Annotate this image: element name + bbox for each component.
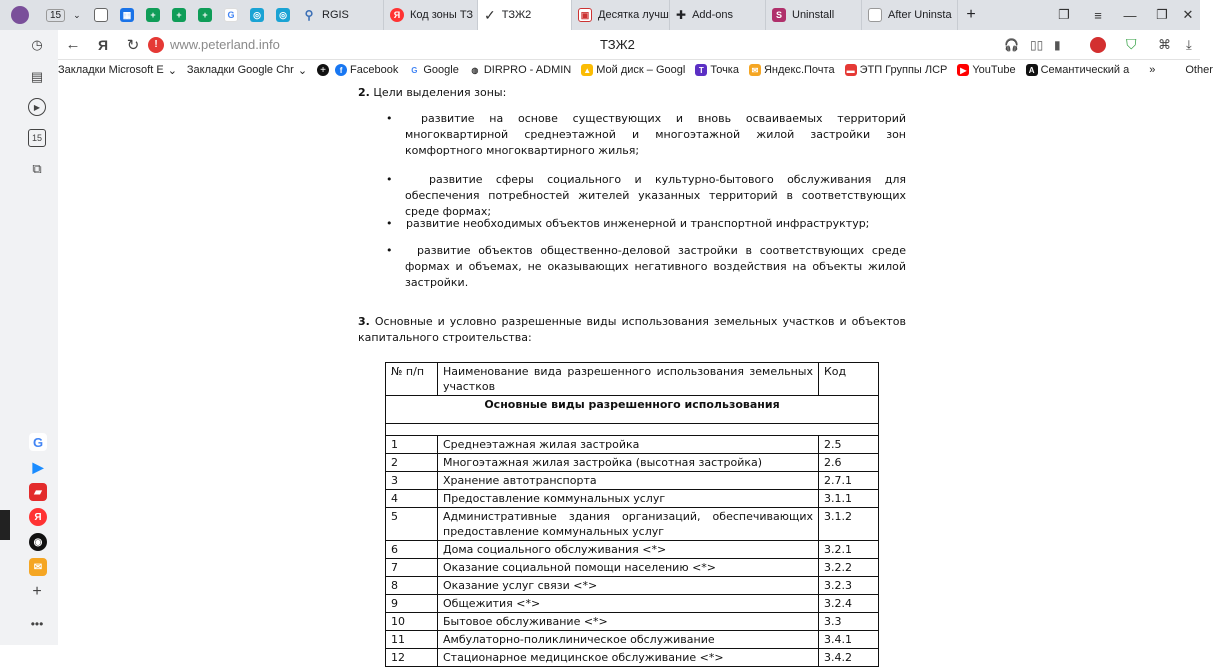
row-number: 3 [386, 472, 438, 490]
tab-title: RGIS [322, 9, 349, 21]
double-chevron-icon: » [1149, 64, 1156, 76]
row-number: 9 [386, 595, 438, 613]
section-number: 2. [358, 86, 370, 99]
copy-icon: ❐ [1058, 7, 1070, 22]
restore-icon: ❐ [1156, 7, 1168, 22]
bookmark-etp-lsr[interactable] [845, 64, 948, 76]
history-icon[interactable]: ◷ [31, 37, 43, 52]
row-code: 2.7.1 [819, 472, 879, 490]
puzzle-icon: ✚ [676, 8, 687, 22]
translate-icon[interactable]: ⌘ [1158, 36, 1171, 52]
page-icon [868, 8, 882, 22]
tochka-icon: T [695, 64, 707, 76]
bullet-icon: • [386, 244, 393, 257]
table-row [386, 595, 879, 613]
header-cell-code: Код [819, 363, 879, 396]
row-number: 12 [386, 649, 438, 667]
row-name: Хранение автотранспорта [438, 472, 819, 490]
bookmarks-overflow-button[interactable] [1149, 64, 1155, 76]
tab-title: Uninstall [792, 9, 835, 21]
section-number: 3. [358, 315, 370, 328]
row-name: Оказание услуг связи <*> [438, 577, 819, 595]
yandex-button[interactable] [88, 30, 118, 60]
yandex-app-icon[interactable]: Я [29, 508, 47, 526]
download-icon[interactable]: ⤓ [1186, 36, 1192, 52]
row-number: 7 [386, 559, 438, 577]
etp-icon: ▬ [846, 65, 855, 75]
bookmark-folder-google[interactable] [187, 64, 307, 77]
bookmark-label: Точка [710, 64, 739, 76]
calendar-day: 15 [31, 133, 42, 143]
minimize-icon: — [1123, 7, 1137, 23]
section-2-heading [358, 85, 906, 101]
add-app-icon[interactable]: + [32, 583, 42, 600]
row-number: 1 [386, 436, 438, 454]
warning-icon[interactable]: ! [148, 37, 164, 53]
facebook-icon: f [335, 64, 347, 76]
pinned-tab-screenshot-2[interactable] [270, 0, 296, 30]
tab-after-uninstall[interactable] [862, 0, 958, 30]
row-number: 6 [386, 541, 438, 559]
bookmark-facebook[interactable] [335, 64, 398, 76]
avatar-icon [11, 6, 29, 24]
bookmark-label: Семантический а [1040, 64, 1130, 76]
table-row [386, 472, 879, 490]
news-icon: ▣ [578, 8, 592, 22]
headphones-icon[interactable]: 🎧 [1004, 37, 1019, 52]
bookmark-label: Яндекс.Почта [763, 64, 835, 76]
tabs-panel-button[interactable] [1048, 0, 1080, 30]
row-code: 3.1.2 [819, 508, 879, 541]
tab-addons[interactable] [670, 0, 766, 30]
section-3-heading [358, 314, 906, 346]
hamburger-icon: ≡ [1094, 7, 1102, 23]
row-number: 10 [386, 613, 438, 631]
pinned-tab-sheets-2[interactable] [166, 0, 192, 30]
yandex-logo-icon: Я [97, 36, 109, 53]
tab-title: Десятка лучш [598, 9, 669, 21]
section-title: Основные и условно разрешенные виды использования земельных участков и объектов капитального строительства: [358, 315, 907, 344]
bookmark-label: Other [1185, 64, 1213, 76]
bookmark-label: Закладки Microsoft E [58, 64, 164, 76]
bullet-item-3: развитие необходимых объектов инженерной и транспортной инфраструктур; [406, 217, 870, 230]
close-icon: ✕ [1182, 7, 1194, 22]
google-icon: G [224, 8, 238, 22]
bookmark-youtube[interactable] [957, 64, 1015, 76]
bullet-icon: • [386, 217, 393, 230]
row-number: 5 [386, 508, 438, 541]
collections-icon[interactable]: ▤ [30, 69, 44, 84]
tab-title: After Uninsta [888, 9, 952, 21]
camera-icon[interactable]: ⧉ [32, 161, 42, 176]
tab-title: ТЗЖ2 [501, 9, 532, 21]
row-code: 3.2.3 [819, 577, 879, 595]
row-name: Административные здания организаций, обеспечивающих предоставление коммунальных услуг [438, 508, 819, 541]
reload-icon: ↻ [126, 36, 140, 54]
row-name: Стационарное медицинское обслуживание <*> [438, 649, 819, 667]
bullet-item-1: развитие на основе существующих и вновь осваиваемых территорий многоквартирной среднеэтажной и многоэтажной жилой застройки зон комфортного многоквартирного жилья; [405, 112, 906, 157]
browser-sidebar [0, 30, 58, 645]
search-icon: ⚲ [304, 8, 314, 22]
tab-kod-zony[interactable] [384, 0, 478, 30]
tab-desyatka[interactable] [572, 0, 670, 30]
calendar-icon: ▦ [120, 8, 134, 22]
play-icon[interactable]: ▶ [28, 98, 46, 116]
shield-icon[interactable]: ⛉ [1126, 36, 1137, 52]
google-app-icon[interactable]: G [29, 433, 47, 451]
row-name: Общежития <*> [438, 595, 819, 613]
new-tab-button[interactable] [958, 0, 984, 30]
bookmark-label: ЭТП Группы ЛСР [859, 64, 948, 76]
sheets-icon: + [198, 8, 212, 22]
bullet-item-2: развитие сферы социального и культурно-бытового обслуживания для обеспечения потребностей жителей указанных территорий в соответствующих среде формах; [405, 173, 906, 218]
document-content [58, 80, 1200, 664]
row-name: Оказание социальной помощи населению <*> [438, 559, 819, 577]
chevron-down-icon: ⌄ [297, 64, 308, 77]
bookmark-yandex-mail[interactable] [749, 64, 835, 76]
row-code: 3.4.2 [819, 649, 879, 667]
row-code: 2.6 [819, 454, 879, 472]
a-icon: A [1026, 64, 1038, 76]
pinned-tab-sheets-3[interactable] [192, 0, 218, 30]
yandex-icon: Я [390, 8, 404, 22]
tab-count-badge: 15 [46, 9, 65, 22]
bookmark-google-drive[interactable] [581, 64, 685, 76]
tab-tzzh2[interactable] [478, 0, 572, 30]
bullet-item-4: развитие объектов общественно-деловой застройки в соответствующих среде формах и объемах, не оказывающих негативного воздействия на объекты жилой застройки. [405, 244, 906, 289]
row-number: 2 [386, 454, 438, 472]
table-header-row [386, 363, 879, 396]
row-number: 4 [386, 490, 438, 508]
spacer-cell [386, 424, 879, 436]
red-app-icon[interactable]: ▰ [29, 483, 47, 501]
tab-uninstall[interactable] [766, 0, 862, 30]
calendar-day-icon[interactable] [28, 129, 46, 147]
table-section-row [386, 396, 879, 424]
plus-icon: + [966, 6, 976, 23]
window-edge [0, 510, 10, 540]
row-code: 3.2.4 [819, 595, 879, 613]
bookmarks-bar [58, 60, 1213, 80]
plus-circle-icon: + [317, 64, 329, 76]
bookmark-label: Google [423, 64, 459, 76]
row-code: 3.4.1 [819, 631, 879, 649]
bookmark-folder-microsoft[interactable] [58, 64, 177, 77]
table-row [386, 631, 879, 649]
reader-icon[interactable]: ▯▯ [1030, 37, 1044, 52]
row-number: 8 [386, 577, 438, 595]
header-cell-number: № п/п [386, 363, 438, 396]
tab-title: Код зоны ТЗ [410, 9, 474, 21]
youtube-icon: ▶ [957, 64, 969, 76]
pinned-tab-google[interactable] [218, 0, 244, 30]
bookmark-semantic[interactable] [1026, 64, 1130, 76]
url-field[interactable]: www.peterland.info [170, 37, 280, 52]
bookmark-label: Facebook [350, 64, 399, 76]
add-bookmark-button[interactable] [317, 64, 329, 76]
pinned-tab-sheets-1[interactable] [140, 0, 166, 30]
table-row [386, 454, 879, 472]
more-icon[interactable]: ••• [30, 617, 44, 631]
bookmark-label: Мой диск – Googl [596, 64, 686, 76]
table-row [386, 508, 879, 541]
bullet-icon: • [386, 112, 393, 125]
bullet-icon: • [386, 173, 393, 186]
music-app-icon[interactable]: ◉ [29, 533, 47, 551]
row-code: 3.2.1 [819, 541, 879, 559]
s-app-icon: S [772, 8, 786, 22]
row-code: 3.1.1 [819, 490, 879, 508]
table-row [386, 490, 879, 508]
row-code: 3.2.2 [819, 559, 879, 577]
bookmark-google[interactable] [408, 64, 458, 76]
bookmark-label: DIRPRO - ADMIN [483, 64, 572, 76]
close-button[interactable] [1172, 0, 1204, 30]
table-row [386, 541, 879, 559]
page-title: ТЗЖ2 [600, 37, 635, 52]
chevron-down-icon: ⌄ [73, 9, 81, 20]
bookmark-tochka[interactable] [695, 64, 739, 76]
arrow-left-icon: ← [65, 36, 81, 53]
row-code: 2.5 [819, 436, 879, 454]
row-name: Амбулаторно-поликлиническое обслуживание [438, 631, 819, 649]
section-title: Цели выделения зоны: [373, 86, 507, 99]
row-code: 3.3 [819, 613, 879, 631]
red-extension-icon[interactable] [1090, 37, 1106, 53]
mail-icon: ✉ [749, 64, 761, 76]
chevron-down-icon: ⌄ [167, 64, 177, 77]
pinned-tab-document[interactable] [88, 0, 114, 30]
bookmark-label: Закладки Google Chr [186, 64, 294, 76]
table-row [386, 577, 879, 595]
back-button[interactable] [58, 30, 88, 60]
drive-icon: ▲ [581, 64, 593, 76]
sheets-icon: + [172, 8, 186, 22]
other-bookmarks[interactable] [1185, 64, 1213, 76]
tab-title: Add-ons [692, 9, 734, 21]
pinned-tab-calendar[interactable] [114, 0, 140, 30]
land-use-table [385, 362, 879, 667]
google-icon: G [408, 64, 420, 76]
tab-count-button[interactable] [40, 0, 88, 30]
header-cell-name: Наименование вида разрешенного использования земельных участков [438, 363, 819, 396]
table-row [386, 436, 879, 454]
profile-avatar[interactable] [0, 0, 40, 30]
bookmark-dirpro[interactable] [469, 64, 571, 76]
row-name: Дома социального обслуживания <*> [438, 541, 819, 559]
row-name: Бытовое обслуживание <*> [438, 613, 819, 631]
menu-button[interactable] [1082, 0, 1114, 30]
sheets-icon: + [146, 8, 160, 22]
checkmark-icon: ✓ [484, 6, 496, 23]
row-number: 11 [386, 631, 438, 649]
table-row [386, 613, 879, 631]
table-row [386, 649, 879, 667]
bookmark-icon[interactable]: ▮ [1054, 37, 1061, 52]
globe-icon: ◍ [469, 64, 481, 76]
screenshot-icon: ◎ [276, 8, 290, 22]
table-row [386, 559, 879, 577]
minimize-button[interactable] [1114, 0, 1146, 30]
row-name: Многоэтажная жилая застройка (высотная застройка) [438, 454, 819, 472]
address-bar [58, 30, 1200, 60]
tab-bar [0, 0, 1200, 30]
tab-rgis[interactable] [296, 0, 384, 30]
reload-button[interactable] [118, 30, 148, 60]
play-store-icon[interactable]: ▶ [32, 458, 44, 475]
document-icon [94, 8, 108, 22]
pinned-tab-screenshot-1[interactable] [244, 0, 270, 30]
section-row-cell: Основные виды разрешенного использования [386, 396, 879, 424]
mail-app-icon[interactable]: ✉ [29, 558, 47, 576]
screenshot-icon: ◎ [250, 8, 264, 22]
bookmark-label: YouTube [972, 64, 1016, 76]
table-spacer-row [386, 424, 879, 436]
row-name: Среднеэтажная жилая застройка [438, 436, 819, 454]
row-name: Предоставление коммунальных услуг [438, 490, 819, 508]
